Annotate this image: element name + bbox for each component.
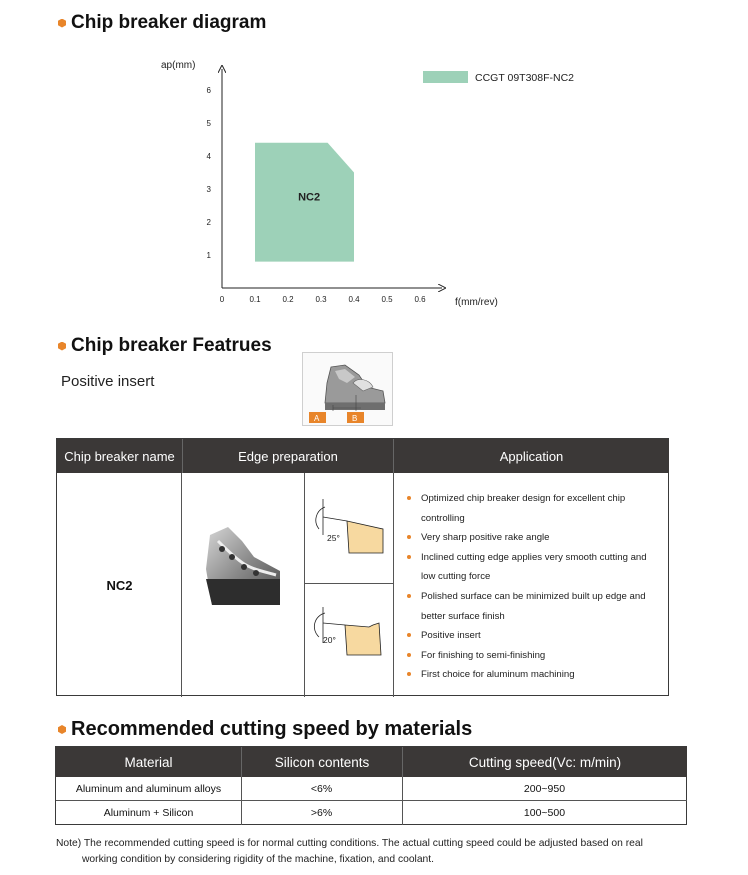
angle-20-label: 20° xyxy=(323,635,336,645)
header-cutting-speed: Cutting speed(Vc: m/min) xyxy=(402,747,687,777)
table-cell: Aluminum and aluminum alloys xyxy=(75,782,222,795)
list-item: Positive insert xyxy=(403,626,663,646)
application-list xyxy=(403,489,663,685)
x-tick-label: 0.5 xyxy=(381,295,393,304)
header-chip-breaker-name: Chip breaker name xyxy=(57,439,182,473)
y-tick-label: 2 xyxy=(206,218,211,227)
y-tick-label: 5 xyxy=(206,119,211,128)
header-material: Material xyxy=(56,747,241,777)
edge-profile-20 xyxy=(307,605,391,689)
speed-table xyxy=(55,746,687,825)
table-cell: 100~500 xyxy=(523,807,566,819)
table-cell: Aluminum + Silicon xyxy=(103,807,194,819)
x-tick-label: 0.4 xyxy=(348,295,360,304)
legend-swatch xyxy=(423,71,468,83)
list-item: Very sharp positive rake angle xyxy=(403,528,663,548)
x-axis-label: f(mm/rev) xyxy=(455,297,498,308)
insert-photo xyxy=(192,519,292,619)
label-b: B xyxy=(352,414,358,423)
list-item: First choice for aluminum machining xyxy=(403,665,663,685)
diagram-title-text: Chip breaker diagram xyxy=(71,12,267,33)
note-text xyxy=(56,836,736,868)
y-axis-label: ap(mm) xyxy=(161,60,196,71)
x-tick-label: 0 xyxy=(219,295,225,304)
x-tick-label: 0.1 xyxy=(249,295,261,304)
header-edge-preparation: Edge preparation xyxy=(182,439,393,473)
label-a: A xyxy=(314,414,320,423)
list-item: For finishing to semi-finishing xyxy=(403,646,663,666)
y-tick-label: 1 xyxy=(206,251,211,260)
y-tick-label: 6 xyxy=(206,86,211,95)
chip-breaker-name: NC2 xyxy=(106,577,133,593)
insert-diagram xyxy=(302,352,393,426)
features-table xyxy=(56,438,669,696)
diagram-section-title xyxy=(58,12,266,34)
list-item: Polished surface can be minimized built up edge and better surface finish xyxy=(403,587,663,626)
note-line-2: working condition by considering rigidity of the machine, fixation, and coolant. xyxy=(82,854,435,865)
bullet-hexagon-icon xyxy=(58,725,66,734)
y-tick-label: 3 xyxy=(206,185,211,194)
edge-profile-25 xyxy=(307,497,391,577)
x-tick-label: 0.6 xyxy=(414,295,426,304)
x-tick-label: 0.2 xyxy=(282,295,294,304)
x-tick-label: 0.3 xyxy=(315,295,327,304)
bullet-hexagon-icon xyxy=(58,342,66,351)
speed-section-title xyxy=(58,718,472,741)
table-cell: >6% xyxy=(310,807,333,819)
positive-insert-label: Positive insert xyxy=(61,373,155,390)
speed-title-text: Recommended cutting speed by materials xyxy=(71,718,473,740)
chip-breaker-chart xyxy=(150,55,600,315)
list-item: Optimized chip breaker design for excellent chip controlling xyxy=(403,489,663,528)
table-cell: 200~950 xyxy=(523,782,566,795)
header-silicon: Silicon contents xyxy=(241,747,402,777)
table-cell: <6% xyxy=(310,782,333,795)
legend-label: CCGT 09T308F-NC2 xyxy=(475,72,575,84)
region-label: NC2 xyxy=(298,191,321,204)
note-line-1: Note) The recommended cutting speed is for normal cutting conditions. The actual cutting speed could be adjusted based on real xyxy=(56,838,643,849)
angle-25-label: 25° xyxy=(327,533,340,543)
list-item: Inclined cutting edge applies very smooth cutting and low cutting force xyxy=(403,548,663,587)
y-tick-label: 4 xyxy=(206,152,211,161)
features-section-title xyxy=(58,335,272,357)
header-application: Application xyxy=(393,439,669,473)
features-title-text: Chip breaker Featrues xyxy=(71,335,272,356)
bullet-hexagon-icon xyxy=(58,19,66,28)
